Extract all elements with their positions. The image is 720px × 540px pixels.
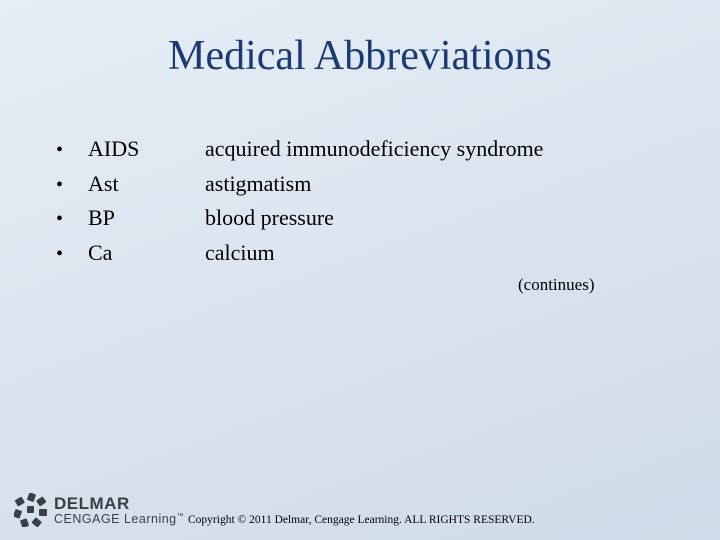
copyright-notice: Copyright © 2011 Delmar, Cengage Learning. ALL RIGHTS RESERVED. [188, 514, 535, 526]
logo-subtitle: CENGAGE Learning™ [54, 512, 185, 526]
list-item [56, 240, 656, 275]
list-item [56, 136, 656, 171]
bullet: • [56, 173, 64, 196]
bullet: • [56, 242, 64, 265]
continues-note: (continues) [518, 275, 595, 294]
meaning: astigmatism [205, 170, 312, 196]
list-item [56, 171, 656, 206]
abbreviation-list [56, 136, 656, 274]
meaning: acquired immunodeficiency syndrome [205, 136, 544, 161]
list-item [56, 205, 656, 240]
meaning: calcium [205, 239, 275, 265]
bullet: • [56, 139, 64, 161]
delmar-logo-icon [14, 493, 48, 527]
abbreviation: BP [88, 205, 115, 230]
delmar-cengage-logo [14, 493, 184, 527]
abbreviation: AIDS [88, 136, 140, 161]
slide-title: Medical Abbreviations [168, 33, 552, 79]
logo-wordmark: DELMAR [54, 494, 130, 513]
bullet: • [56, 208, 64, 230]
abbreviation: Ca [88, 239, 113, 265]
abbreviation: Ast [88, 170, 119, 196]
meaning: blood pressure [205, 205, 334, 230]
